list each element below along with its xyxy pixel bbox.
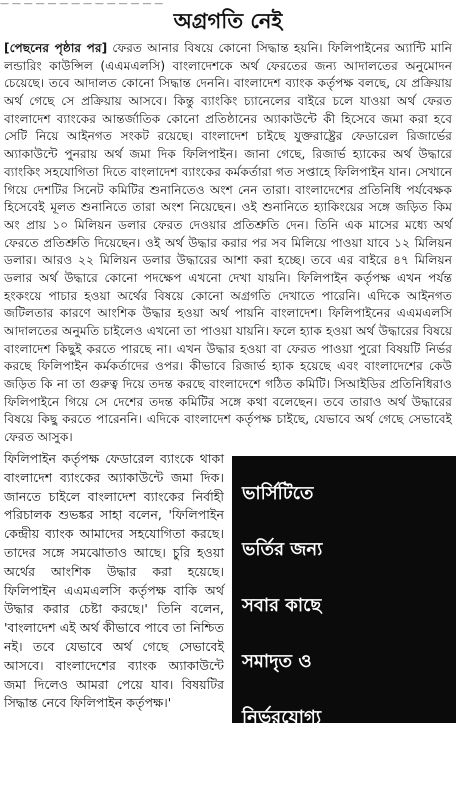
article-paragraph-column: ফিলিপাইন কর্তৃপক্ষ ফেডারেল ব্যাংকে থাকা বাংলাদেশ ব্যাংকের অ্যাকাউন্টে জমা দিক। জানতে চাইলে বাংলাদেশ ব্যাংকের নির্বাহী পরিচালক শুভঙ্কর সাহা বলেন, 'ফিলিপাইন কেন্দ্রীয় ব্যাংক আমাদের সহযোগিতা করছে। তাদের সঙ্গে সমঝোতাও আছে। চুরি হওয়া অর্থের আংশিক উদ্ধার করা হয়েছে। ফিলিপাইন এএমএলসি কর্তৃপক্ষ বাকি অর্থ উদ্ধার করার চেষ্টা করছে।' তিনি বলেন, 'বাংলাদেশ এই অর্থ কীভাবে পাবে তা নিশ্চিত নই। তবে যেভাবে অর্থ গেছে সেভাবেই আসবে। বাংলাদেশের ব্যাংক অ্যাকাউন্টে জমা দিলেও আমরা পেয়ে যাব। বিষয়টির সিদ্ধান্ত নেবে ফিলিপাইন কর্তৃপক্ষ।' xyxy=(4,451,224,711)
advertisement-text-block xyxy=(232,466,456,802)
article-paragraph-main xyxy=(4,40,452,447)
ad-line-6: কোচিং xyxy=(242,763,290,784)
article-left-column xyxy=(4,450,224,713)
article-headline: অগ্রগতি নেই xyxy=(173,9,283,33)
ad-line-5: নির্ভরযোগ্য xyxy=(242,707,322,728)
previous-article-cutoff: — — — — — — — — — — — — — — xyxy=(0,0,164,9)
ad-line-4: সমাদৃত ও xyxy=(242,651,312,672)
ad-line-3: সবার কাছে xyxy=(242,595,322,616)
article-text-main: ফেরত আনার বিষয়ে কোনো সিদ্ধান্ত হয়নি। ফিলিপাইনের অ্যান্টি মানি লন্ডারিং কাউন্সিল (এএমএলসি) বাংলাদেশকে অর্থ ফেরতের জন্য আদালতের অনুমোদন চেয়েছে। তবে আদালত কোনো সিদ্ধান্ত দেননি। বাংলাদেশ ব্যাংক কর্তৃপক্ষ বলছে, যে প্রক্রিয়ায় অর্থ গেছে সে প্রক্রিয়ায় আসবে। কিন্তু ব্যাংকিং চ্যানেলের বাইরে চলে যাওয়া অর্থ ফেরত বাংলাদেশ ব্যাংকের আন্তর্জাতিক কোনো প্রতিষ্ঠানের অ্যাকাউন্টে কী হিসেবে জমা করা হবে সেটি নিয়ে আইনগত সংকট রয়েছে। বাংলাদেশ চাইছে যুক্তরাষ্ট্রের ফেডারেল রিজার্ভের অ্যাকাউন্টে পুনরায় অর্থ জমা দিক ফিলিপাইন। জানা গেছে, রিজার্ভ হ্যাকের অর্থ উদ্ধারে ব্যাংকিং সহযোগিতা দিতে বাংলাদেশ ব্যাংকের কর্মকর্তারা গত সপ্তাহে ফিলিপাইন যান। সেখানে গিয়ে দেশটির সিনেট কমিটির শুনানিতেও অংশ নেন তারা। বাংলাদেশের প্রতিনিধি পর্যবেক্ষক হিসেবেই মূলত শুনানিতে তারা অংশ নিয়েছেন। ওই শুনানিতে হ্যাকিংয়ের সঙ্গে জড়িত কিম অং প্রায় ১০ মিলিয়ন ডলার ফেরত দেওয়ার প্রতিশ্রুতি দেন। তিনি এক মাসের মধ্যে অর্থ ফেরতে প্রতিশ্রুতি দিয়েছেন। ওই অর্থ উদ্ধার করার পর সব মিলিয়ে পাওয়া যাবে ১২ মিলিয়ন ডলার। আরও ২২ মিলিয়ন ডলার উদ্ধারের আশা করা হচ্ছে। তবে এর বাইরে ৪৭ মিলিয়ন ডলার অর্থ উদ্ধারে কোনো পদক্ষেপ এখনো দেখা যায়নি। ফিলিপাইন কর্তৃপক্ষ এখন পর্যন্ত হংকংয়ে পাচার হওয়া অর্থের বিষয়ে কোনো অগ্রগতি দেখাতে পারেনি। এদিকে আইনগত জটিলতার কারণে আংশিক উদ্ধার হওয়া অর্থ পায়নি বাংলাদেশ। ফিলিপাইনের এএমএলসি আদালতের অনুমতি চাইলেও এখনো তা পাওয়া যায়নি। ফলে হ্যাক হওয়া অর্থ উদ্ধারের বিষয়ে বাংলাদেশ কিছুই করতে পারছে না। এখন উদ্ধার হওয়া বা ফেরত পাওয়া পুরো বিষয়টি নির্ভর করছে ফিলিপাইন কর্মকর্তাদের ওপর। কীভাবে রিজার্ভ হ্যাক হয়েছে এবং বাংলাদেশের কেউ জড়িত কি না তা গুরুত্ব দিয়ে তদন্ত করছে বাংলাদেশে গঠিত কমিটি। সিআইডির প্রতিনিধিরাও ফিলিপাইনে গিয়ে সে দেশের তদন্ত কমিটির সঙ্গে কথা বলেছেন। তবে তারাও অর্থ উদ্ধারের বিষয়ে কিছু করতে পারেননি। এদিকে বাংলাদেশ কর্তৃপক্ষ চাইছে, যেভাবে অর্থ গেছে সেভাবেই ফেরত আসুক। xyxy=(4,41,452,445)
ad-line-1: ভার্সিটিতে xyxy=(242,483,314,504)
article-body xyxy=(4,40,452,447)
ad-line-2: ভর্তির জন্য xyxy=(242,539,323,560)
coaching-advertisement xyxy=(232,456,456,784)
continuation-source-tag: [পেছনের পৃষ্ঠার পর] xyxy=(4,41,108,55)
